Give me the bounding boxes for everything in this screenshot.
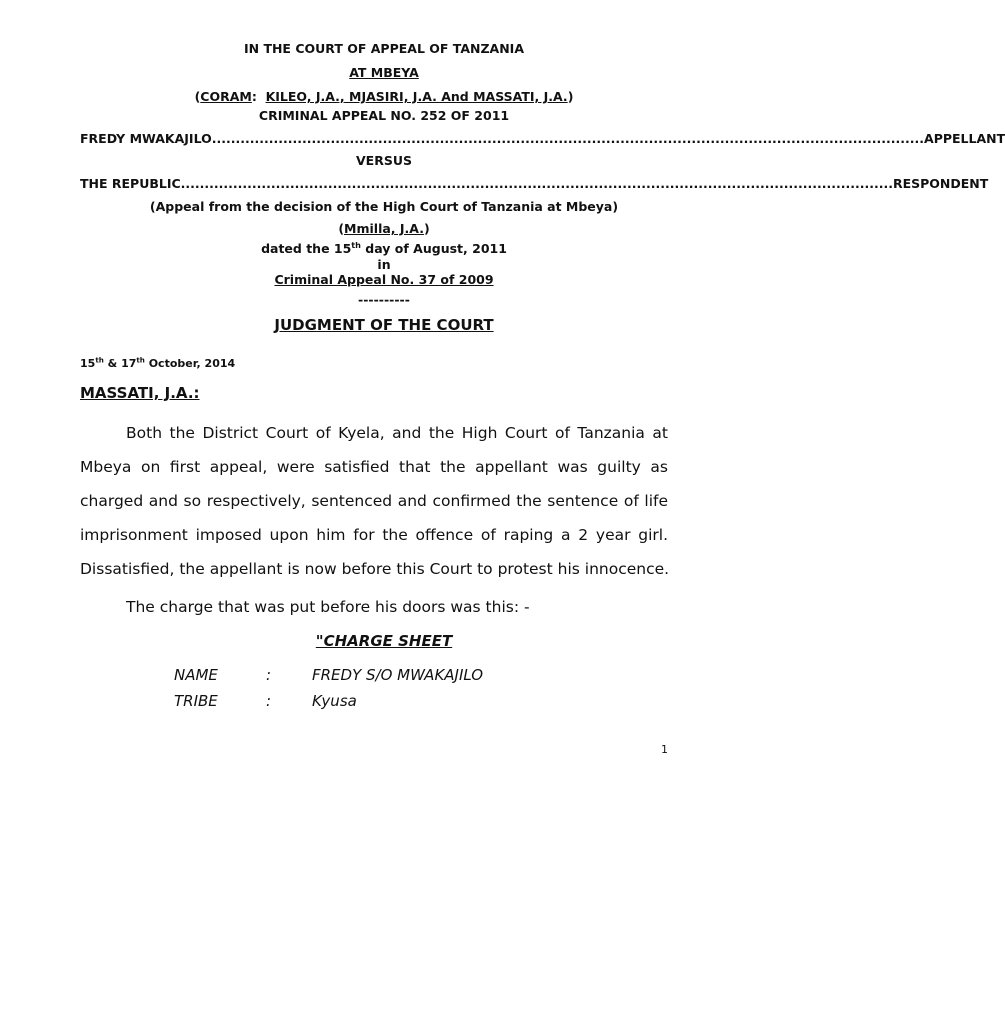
respondent-name: THE REPUBLIC — [80, 176, 181, 191]
date-rest: October, 2014 — [144, 357, 236, 370]
dated-sup: th — [351, 239, 361, 250]
respondent-line — [80, 176, 989, 191]
coram-line — [0, 89, 768, 104]
body-line-4: imprisonment imposed upon him for the offence of raping a 2 year girl. — [80, 526, 668, 544]
date-a-sup: th — [95, 355, 104, 365]
judgment-date — [80, 357, 235, 370]
charge-intro: The charge that was put before his doors was this: - — [126, 598, 530, 616]
name-value: FREDY S/O MWAKAJILO — [312, 666, 484, 684]
appellant-role: APPELLANT — [924, 131, 1005, 146]
judge-close: ) — [423, 221, 430, 236]
dated-line — [0, 241, 768, 256]
coram-open: ( — [194, 89, 201, 104]
case-number: CRIMINAL APPEAL NO. 252 OF 2011 — [258, 108, 510, 123]
body-line-2: Mbeya on first appeal, were satisfied that the appellant was guilty as — [80, 458, 668, 476]
respondent-dots: ...................................................................................................................................................... — [180, 176, 893, 191]
versus: VERSUS — [356, 153, 412, 168]
date-b-sup: th — [136, 355, 145, 365]
dated-prefix: dated the 15 — [261, 241, 352, 256]
coram-close: ) — [567, 89, 574, 104]
charge-row-name — [174, 666, 483, 684]
charge-sheet-title: "CHARGE SHEET — [315, 632, 453, 650]
tribe-colon: : — [266, 692, 272, 710]
tribe-value: Kyusa — [312, 692, 357, 710]
lower-court-judge: Mmilla, J.A. — [344, 221, 424, 236]
separator: ---------- — [358, 292, 410, 307]
page-number: 1 — [661, 743, 668, 756]
judge-open: ( — [338, 221, 345, 236]
judge-heading: MASSATI, J.A.: — [80, 384, 200, 402]
lower-case-number: Criminal Appeal No. 37 of 2009 — [274, 272, 494, 287]
appellant-line — [80, 131, 1005, 146]
appellant-dots: ...................................................................................................................................................... — [211, 131, 925, 146]
body-line-5: Dissatisfied, the appellant is now before this Court to protest his innocence. — [80, 560, 670, 578]
tribe-label: TRIBE — [174, 692, 218, 710]
charge-row-tribe — [174, 692, 357, 710]
coram-judges: KILEO, J.A., MJASIRI, J.A. And MASSATI, J.A. — [265, 89, 568, 104]
name-colon: : — [266, 666, 272, 684]
appeal-from: (Appeal from the decision of the High Court of Tanzania at Mbeya) — [149, 199, 619, 214]
appellant-name: FREDY MWAKAJILO — [80, 131, 212, 146]
coram-colon: : — [251, 89, 257, 104]
coram-label: CORAM — [200, 89, 252, 104]
lower-court-judge-line — [0, 221, 768, 236]
date-a: 15 — [80, 357, 96, 370]
body-line-1: Both the District Court of Kyela, and the High Court of Tanzania at — [126, 424, 668, 442]
in-word: in — [377, 257, 391, 272]
body-line-3: charged and so respectively, sentenced and confirmed the sentence of life — [80, 492, 668, 510]
judgment-title: JUDGMENT OF THE COURT — [274, 316, 494, 334]
court-location: AT MBEYA — [349, 65, 419, 80]
dated-suffix: day of August, 2011 — [360, 241, 507, 256]
date-mid: & 17 — [103, 357, 137, 370]
respondent-role: RESPONDENT — [892, 176, 989, 191]
court-heading: IN THE COURT OF APPEAL OF TANZANIA — [243, 41, 524, 56]
name-label: NAME — [174, 666, 218, 684]
